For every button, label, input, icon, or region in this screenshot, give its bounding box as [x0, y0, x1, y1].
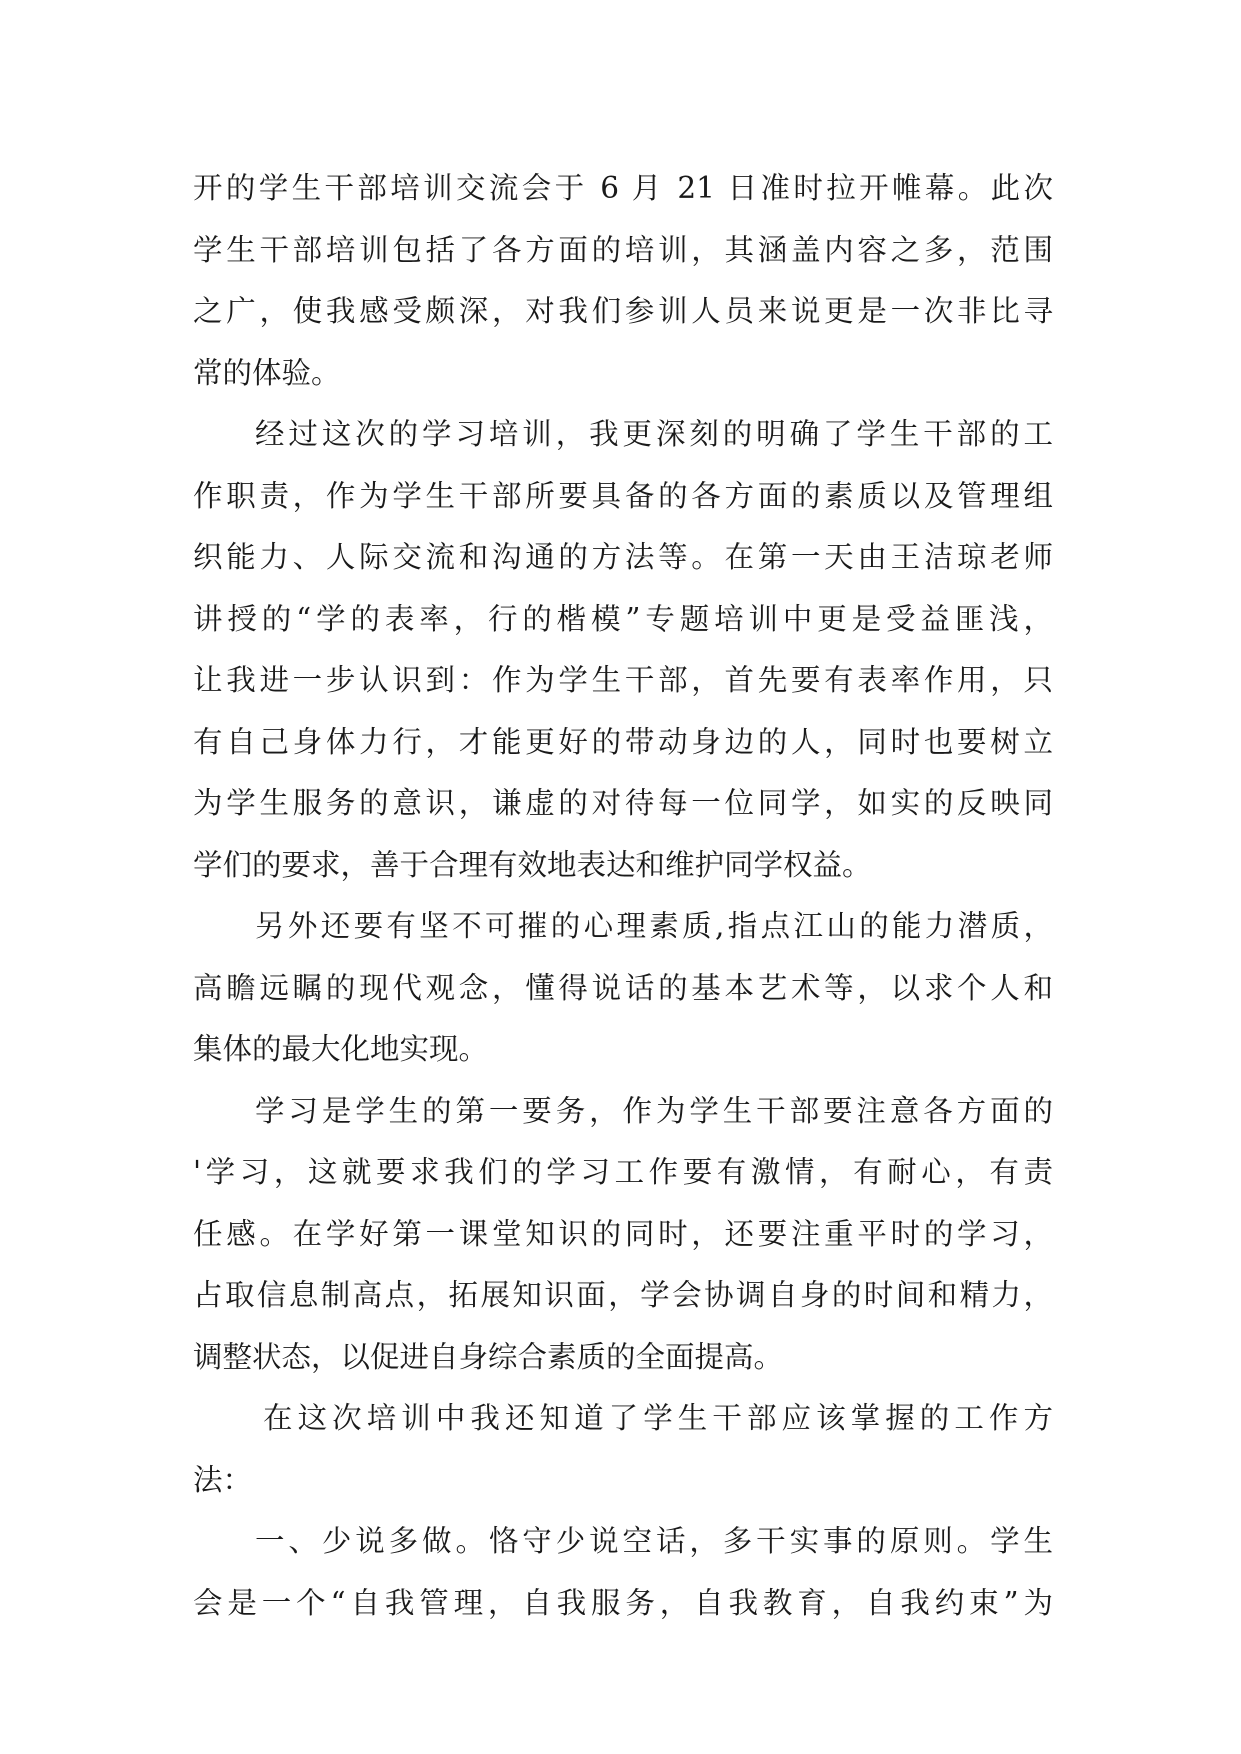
text-line: 经过这次的学习培训，我更深刻的明确了学生干部的工: [255, 417, 1053, 451]
text-line: 一、少说多做。恪守少说空话，多干实事的原则。学生: [255, 1524, 1053, 1558]
text-line: 为学生服务的意识，谦虚的对待每一位同学，如实的反映同: [193, 786, 1053, 820]
text-line: 讲授的“学的表率，行的楷模”专题培训中更是受益匪浅，: [193, 601, 1053, 636]
text-line: 之广，使我感受颇深，对我们参训人员来说更是一次非比寻: [193, 294, 1053, 328]
text-line: 法：: [193, 1462, 253, 1497]
text-line: 另外还要有坚不可摧的心理素质,指点江山的能力潜质，: [255, 909, 1053, 943]
text-line: 任感。在学好第一课堂知识的同时，还要注重平时的学习，: [193, 1216, 1053, 1251]
text-line: 让我进一步认识到：作为学生干部，首先要有表率作用，只: [193, 663, 1053, 697]
text-line: 作职责，作为学生干部所要具备的各方面的素质以及管理组: [193, 478, 1053, 513]
text-line: 开的学生干部培训交流会于 6 月 21 日准时拉开帷幕。此次: [193, 171, 1053, 205]
text-line: 有自己身体力行，才能更好的带动身边的人，同时也要树立: [193, 724, 1053, 759]
text-line: '学习，这就要求我们的学习工作要有激情，有耐心，有责: [193, 1155, 1053, 1189]
text-line: 织能力、人际交流和沟通的方法等。在第一天由王洁琼老师: [193, 540, 1053, 574]
text-line: 学们的要求，善于合理有效地表达和维护同学权益。: [193, 847, 872, 882]
text-line: 会是一个“自我管理，自我服务，自我教育，自我约束”为: [193, 1585, 1053, 1620]
text-line: 高瞻远瞩的现代观念，懂得说话的基本艺术等，以求个人和: [193, 970, 1053, 1005]
text-line: 学生干部培训包括了各方面的培训，其涵盖内容之多，范围: [193, 232, 1053, 267]
text-line: 常的体验。: [193, 355, 341, 390]
body-text: [193, 158, 1053, 1634]
text-line: 占取信息制高点，拓展知识面，学会协调自身的时间和精力，: [193, 1278, 1053, 1312]
text-line: 在这次培训中我还知道了学生干部应该掌握的工作方: [263, 1401, 1053, 1435]
text-line: 学习是学生的第一要务，作为学生干部要注意各方面的: [255, 1093, 1053, 1128]
text-line: 集体的最大化地实现。: [193, 1032, 489, 1066]
text-line: 调整状态，以促进自身综合素质的全面提高。: [193, 1339, 784, 1374]
